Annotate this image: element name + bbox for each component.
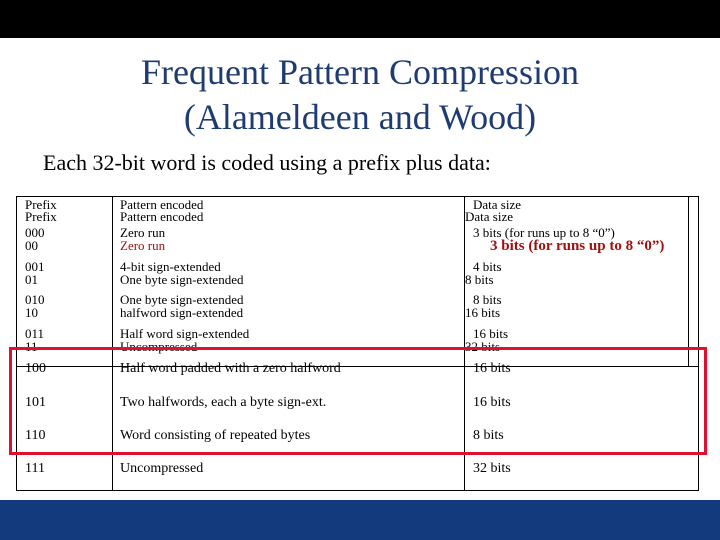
new-size-3: 16 bits [465, 305, 501, 320]
row-prefix: 100 [25, 361, 46, 376]
row-size: 32 bits [473, 461, 511, 476]
table-row [120, 461, 203, 477]
highlight-box [9, 347, 707, 455]
old-pattern-3: One byte sign-extended [120, 292, 244, 307]
old-size-4: 16 bits [473, 326, 509, 341]
old-pattern-0: Pattern encoded [120, 197, 204, 212]
row-pattern: Word consisting of repeated bytes [120, 428, 311, 443]
new-prefix-0: Prefix [25, 209, 57, 224]
new-pattern-2: One byte sign-extended [120, 272, 244, 287]
new-pattern-1: Zero run [120, 238, 166, 253]
slide-subtitle: Each 32-bit word is coded using a prefix plus data: [43, 150, 491, 175]
row-size: 16 bits [473, 395, 511, 410]
row-pattern: Two halfwords, each a byte sign-ext. [120, 395, 327, 410]
new-prefix-3: 10 [25, 305, 38, 320]
old-prefix-0: Prefix [25, 197, 57, 212]
table-row [473, 461, 511, 477]
table-bottom-border [16, 490, 699, 491]
table-top-border [16, 196, 699, 197]
bottom-bar [0, 500, 720, 540]
new-prefix-4: 11 [25, 339, 38, 354]
new-size-4: 32 bits [465, 339, 501, 354]
row-prefix: 101 [25, 395, 46, 410]
row-size: 16 bits [473, 361, 511, 376]
new-size-0: Data size [465, 209, 514, 224]
new-size-2: 8 bits [465, 272, 494, 287]
old-size-0: Data size [473, 197, 522, 212]
old-pattern-2: 4-bit sign-extended [120, 259, 221, 274]
old-size-2: 4 bits [473, 259, 502, 274]
slide-title [60, 50, 660, 140]
new-prefix-2: 01 [25, 272, 38, 287]
row-pattern: Half word padded with a zero halfword [120, 361, 341, 376]
row-prefix: 110 [25, 428, 46, 443]
old-prefix-2: 001 [25, 259, 45, 274]
top-bar [0, 0, 720, 38]
old-prefix-1: 000 [25, 225, 45, 240]
new-pattern-3: halfword sign-extended [120, 305, 244, 320]
new-pattern-4: Uncompressed [120, 339, 198, 354]
table-row [25, 461, 45, 477]
row-pattern: Uncompressed [120, 461, 204, 476]
old-pattern-4: Half word sign-extended [120, 326, 250, 341]
new-pattern-0: Pattern encoded [120, 209, 204, 224]
row-size: 8 bits [473, 428, 504, 443]
old-table-right-border [688, 196, 689, 366]
title-line-1: Frequent Pattern Compression [141, 52, 579, 92]
row-prefix: 111 [25, 461, 45, 476]
old-size-1: 3 bits (for runs up to 8 “0”) [473, 225, 615, 240]
title-line-2: (Alameldeen and Wood) [183, 97, 537, 137]
new-prefix-1: 00 [25, 238, 38, 253]
old-size-3: 8 bits [473, 292, 502, 307]
old-prefix-4: 011 [25, 326, 45, 341]
new-size-1: 3 bits (for runs up to 8 “0”) [490, 238, 665, 254]
old-pattern-1: Zero run [120, 225, 166, 240]
old-prefix-3: 010 [25, 292, 45, 307]
